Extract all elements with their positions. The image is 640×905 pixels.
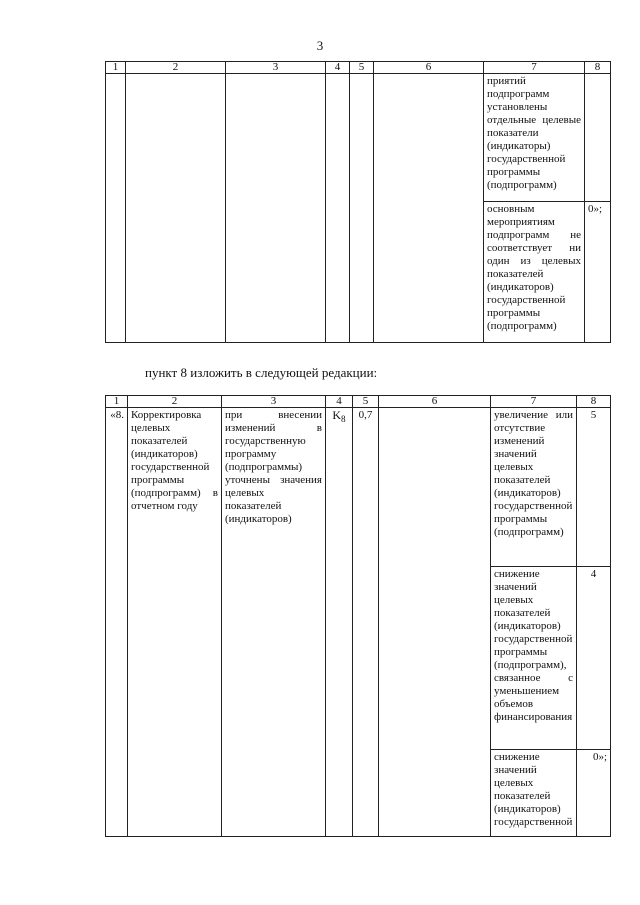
header-cell-6: 6 — [379, 396, 491, 408]
header-row — [106, 396, 611, 408]
header-cell-3: 3 — [222, 396, 326, 408]
criteria-table — [105, 395, 611, 837]
header-cell-5: 5 — [350, 62, 374, 74]
header-cell-2: 2 — [126, 62, 226, 74]
criterion-option: снижение значений целевых показателей (индикаторов) государственной программы (подпрограмм), связанное с уменьшением объемов финансирования — [491, 567, 577, 750]
header-row — [106, 62, 611, 74]
empty-cell — [374, 74, 484, 343]
criterion-cell: основным мероприятиям подпрограмм не соответствует ни один из целевых показателей (индикаторов) государственной программы (подпрограмм) — [484, 202, 585, 343]
criterion-option: увеличение или отсутствие изменений значений целевых показателей (индикаторов) государственной программы (подпрограмм) — [491, 408, 577, 567]
header-cell-4: 4 — [326, 62, 350, 74]
criterion-condition: при внесении изменений в государственную программу (подпрограммы) уточнены значения целевых показателей (индикаторов) — [222, 408, 326, 837]
criteria-table-continuation — [105, 61, 611, 343]
empty-cell — [326, 74, 350, 343]
header-cell-1: 1 — [106, 62, 126, 74]
weight-value: 0,7 — [353, 408, 379, 837]
score-cell: 0»; — [585, 202, 611, 343]
score-cell — [585, 74, 611, 202]
criterion-name: Корректировка целевых показателей (индикаторов) государственной программы (подпрограмм) в отчетном году — [128, 408, 222, 837]
intro-text: пункт 8 изложить в следующей редакции: — [145, 365, 378, 380]
coefficient-letter: K — [332, 408, 342, 422]
header-cell-6: 6 — [374, 62, 484, 74]
header-cell-3: 3 — [226, 62, 326, 74]
table-row — [106, 74, 611, 202]
header-cell-7: 7 — [484, 62, 585, 74]
item-number: «8. — [106, 408, 128, 837]
header-cell-5: 5 — [353, 396, 379, 408]
criterion-option: снижение значений целевых показателей (индикаторов) государственной — [491, 750, 577, 837]
score-value: 0»; — [577, 750, 611, 837]
header-cell-4: 4 — [326, 396, 353, 408]
empty-cell — [126, 74, 226, 343]
score-value: 5 — [577, 408, 611, 567]
header-cell-1: 1 — [106, 396, 128, 408]
coefficient-symbol — [326, 408, 353, 837]
header-cell-8: 8 — [585, 62, 611, 74]
empty-cell — [106, 74, 126, 343]
header-cell-2: 2 — [128, 396, 222, 408]
empty-cell — [379, 408, 491, 837]
score-value: 4 — [577, 567, 611, 750]
criterion-cell: приятий подпрограмм установлены отдельные целевые показатели (индикаторы) государственной программы (подпрограмм) — [484, 74, 585, 202]
coefficient-subscript: 8 — [341, 414, 346, 425]
empty-cell — [226, 74, 326, 343]
empty-cell — [350, 74, 374, 343]
page-number: 3 — [316, 38, 324, 53]
table-row — [106, 408, 611, 567]
header-cell-8: 8 — [577, 396, 611, 408]
header-cell-7: 7 — [491, 396, 577, 408]
